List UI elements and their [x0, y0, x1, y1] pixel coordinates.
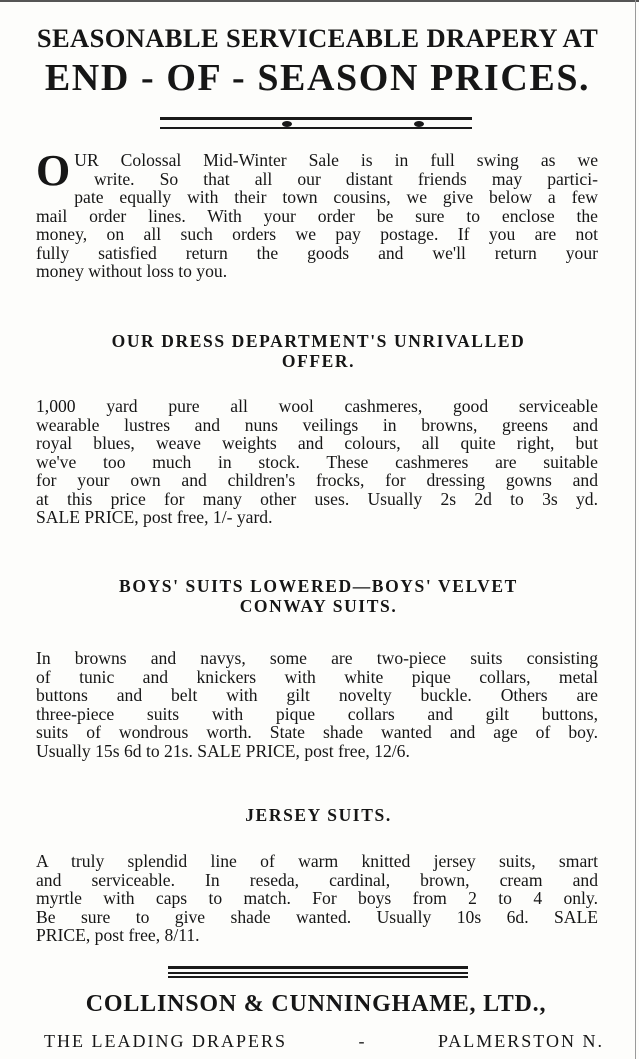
text-line: at this price for many other uses. Usually 2s 2d to 3s yd.: [36, 488, 598, 509]
drop-cap: O: [36, 146, 71, 195]
text-line: fully satisfied return the goods and we'll return your: [36, 242, 598, 263]
company-tagline: [44, 1030, 604, 1052]
section-heading-dress: [36, 331, 601, 371]
text-line: write. So that all our distant friends may partici-: [94, 168, 598, 189]
intro-paragraph: [36, 146, 598, 281]
heading-line: OUR DRESS DEPARTMENT'S UNRIVALLED: [111, 331, 526, 351]
text-line: A truly splendid line of warm knitted jersey suits, smart: [36, 851, 598, 871]
section-body-jersey-suits: [36, 852, 598, 945]
text-line: myrtle with caps to match. For boys from 2 to 4 only.: [36, 888, 598, 908]
section-heading-jersey-suits: [36, 805, 601, 825]
text-line: royal blues, weave weights and colours, all quite right, but: [36, 433, 598, 453]
heading-line: CONWAY SUITS.: [239, 596, 398, 616]
text-line: PRICE, post free, 8/11.: [36, 925, 200, 945]
text-line: money, on all such orders we pay postage. If you are not: [36, 224, 598, 244]
text-line: buttons and belt with gilt novelty buckle. Others are: [36, 685, 598, 705]
company-name: COLLINSON & CUNNINGHAME, LTD.,: [85, 991, 547, 1017]
headline-main: END - OF - SEASON PRICES.: [44, 57, 591, 99]
column-edge-rule: [635, 0, 636, 1059]
headline-top: SEASONABLE SERVICEABLE DRAPERY AT: [36, 23, 599, 53]
top-border-rule: [0, 0, 639, 2]
text-line: for your own and children's frocks, for dressing gowns and: [36, 470, 598, 490]
text-line: In browns and navys, some are two-piece suits consisting: [36, 648, 598, 668]
text-line: suits of wondrous worth. State shade wanted and age of boy.: [36, 722, 598, 742]
tagline-text: THE LEADING DRAPERS: [44, 1031, 287, 1051]
company-location: PALMERSTON N.: [437, 1031, 604, 1051]
text-line: wearable lustres and nuns veilings in browns, greens and: [36, 414, 598, 435]
heading-line: OFFER.: [281, 351, 356, 371]
heading-line: BOYS' SUITS LOWERED—BOYS' VELVET: [119, 576, 518, 596]
section-heading-boys-suits: [36, 576, 601, 616]
text-line: UR Colossal Mid-Winter Sale is in full swing as we: [74, 150, 598, 170]
section-body-dress: [36, 397, 598, 527]
text-line: pate equally with their town cousins, we give below a few: [74, 187, 598, 207]
heading-line: JERSEY SUITS.: [245, 805, 392, 825]
text-line: we've too much in stock. These cashmeres are suitable: [36, 451, 598, 472]
text-line: three-piece suits with pique collars and gilt buttons,: [36, 703, 598, 724]
text-line: money without loss to you.: [36, 261, 228, 281]
text-line: SALE PRICE, post free, 1/- yard.: [36, 507, 273, 527]
text-line: 1,000 yard pure all wool cashmeres, good serviceable: [36, 396, 598, 416]
tagline-separator: -: [358, 1031, 367, 1051]
text-line: mail order lines. With your order be sure to enclose the: [36, 205, 598, 226]
text-line: and serviceable. In reseda, cardinal, brown, cream and: [36, 869, 598, 890]
section-body-boys-suits: [36, 649, 598, 760]
text-line: Be sure to give shade wanted. Usually 10s 6d. SALE: [36, 906, 598, 927]
text-line: of tunic and knickers with white pique collars, metal: [36, 666, 598, 687]
text-line: Usually 15s 6d to 21s. SALE PRICE, post free, 12/6.: [36, 740, 410, 761]
